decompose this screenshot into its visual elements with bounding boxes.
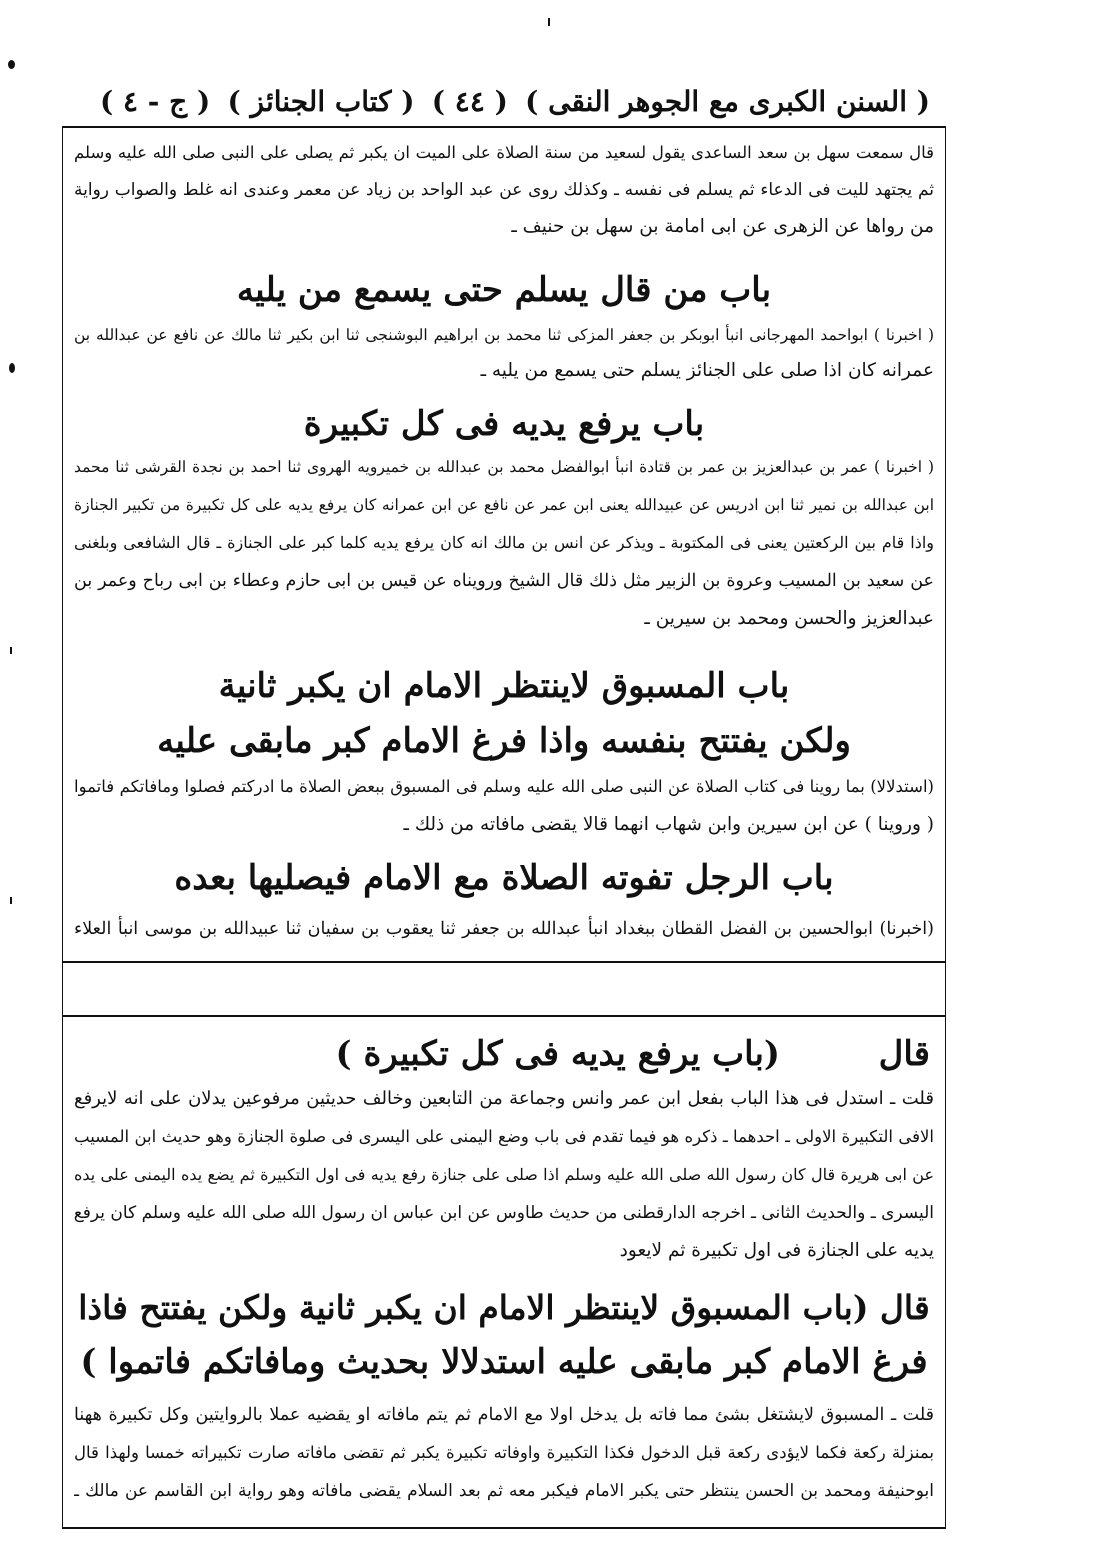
scan-mark xyxy=(9,363,15,373)
commentary-qala: قال xyxy=(878,1034,930,1074)
text-line: ( اخبرنا ) عمر بن عبدالعزيز بن عمر بن قتادة انبأ ابوالفضل محمد بن عبدالله بن خميرويه الهروى ثنا احمد بن نجدة القرشى ثنا محمد xyxy=(74,458,934,476)
bottom-rule xyxy=(62,1527,946,1529)
commentary-heading: (باب يرفع يديه فى كل تكبيرة ) xyxy=(335,1034,780,1074)
running-head xyxy=(100,78,930,124)
chapter-title: ( كتاب الجنائز ) xyxy=(227,84,415,118)
main-paragraph xyxy=(74,138,934,250)
text-line: ابوحنيفة ومحمد بن الحسن ينتظر حتى يكبر الامام فيكبر معه ثم بعد السلام يقضى مافاته وهو رواية ابن القاسم عن مالك ـ xyxy=(74,1481,934,1501)
commentary-paragraph xyxy=(74,1084,934,1284)
text-line: عن ابى هريرة قال كان رسول الله صلى الله عليه وسلم اذا صلى على جنازة رفع يديه فى اول التكبيرة ثم يضع يده اليمنى على يده xyxy=(74,1165,934,1184)
scan-mark xyxy=(10,647,12,654)
section-divider-bottom xyxy=(62,1015,946,1017)
commentary-heading: فرغ الامام كبر مابقى عليه استدلالا بحديث ومافاتكم فاتموا ) xyxy=(80,1342,928,1382)
frame-left-line xyxy=(62,126,63,1529)
section-heading: باب الرجل تفوته الصلاة مع الامام فيصليها بعده xyxy=(174,858,834,898)
text-line: (استدلالا) بما روينا فى كتاب الصلاة عن النبى صلى الله عليه وسلم فى المسبوق ببعض الصلاة ما ادركتم فصلوا ومافاتكم فاتموا xyxy=(74,777,934,796)
text-line: الافى التكبيرة الاولى ـ احدهما ـ ذكره هو فيما تقدم فى باب وضع اليمنى على اليسرى فى صلوة الجنازة وهو حديث ابن المسيب xyxy=(74,1127,934,1146)
text-line: قلت ـ المسبوق لايشتغل بشئ مما فاته بل يدخل اولا مع الامام ثم يتم مافاته او يقضيه عملا بالروايتين وكل تكبيرة ههنا xyxy=(74,1405,934,1425)
main-paragraph xyxy=(74,772,934,842)
text-line: قلت ـ استدل فى هذا الباب بفعل ابن عمر وانس وجماعة من التابعين وخالف حديثين مرفوعين يدلان على انه لايرفع xyxy=(74,1088,934,1109)
text-line: عمرانه كان اذا صلى على الجنائز يسلم حتى يسمع من يليه ـ xyxy=(480,360,934,381)
book-title: ( السنن الكبرى مع الجوهر النقى ) xyxy=(525,84,930,118)
text-line: واذا قام بين الركعتين يعنى فى المكتوبة ـ ويذكر عن انس بن مالك انه كان يرفع يديه كلما كبر على الجنازة ـ قال الشافعى وبلغنى xyxy=(74,533,934,552)
main-paragraph xyxy=(74,320,934,390)
top-rule xyxy=(62,126,946,128)
main-paragraph xyxy=(74,452,934,652)
text-line: ( وروينا ) عن ابن سيرين وابن شهاب انهما قالا يقضى مافاته من ذلك ـ xyxy=(403,814,934,835)
section-heading: باب المسبوق لاينتظر الامام ان يكبر ثانية xyxy=(218,666,790,706)
text-line: قال سمعت سهل بن سعد الساعدى يقول لسعيد من سنة الصلاة على الميت ان يكبر ثم يصلى على النبى صلى الله عليه وسلم xyxy=(74,143,934,162)
text-line: عن سعيد بن المسيب وعروة بن الزبير مثل ذلك قال الشيخ ورويناه عن قيس بن ابى حازم وعطاء بن ابى رباح وعمر بن xyxy=(74,571,934,591)
text-line: يديه على الجنازة فى اول تكبيرة ثم لايعود xyxy=(619,1240,934,1261)
page-number: ( ٤٤ ) xyxy=(431,84,508,118)
frame-right-line xyxy=(945,126,946,1529)
volume-number: ( ج - ٤ ) xyxy=(100,84,211,118)
scan-mark xyxy=(548,18,550,26)
main-paragraph xyxy=(74,914,934,948)
section-heading: ولكن يفتتح بنفسه واذا فرغ الامام كبر مابقى عليه xyxy=(157,721,851,761)
text-line: عبدالعزيز والحسن ومحمد بن سيرين ـ xyxy=(644,608,934,629)
scan-mark xyxy=(8,60,15,69)
commentary-paragraph xyxy=(74,1400,934,1520)
text-line: (اخبرنا) ابوالحسين بن الفضل القطان ببغداد انبأ عبدالله بن جعفر ثنا يعقوب بن سفيان ثنا عبيدالله بن موسى انبأ العلاء xyxy=(74,919,934,939)
text-line: اليسرى ـ والحديث الثانى ـ اخرجه الدارقطنى من حديث طاوس عن ابن عباس ان رسول الله صلى الله عليه وسلم كان يرفع xyxy=(74,1203,934,1223)
text-line: ( اخبرنا ) ابواحمد المهرجانى انبأ ابوبكر بن جعفر المزكى ثنا محمد بن ابراهيم البوشنجى ثنا ابن بكير ثنا مالك عن نافع عن عبدالله بن xyxy=(74,326,934,344)
commentary-heading: قال (باب المسبوق لاينتظر الامام ان يكبر ثانية ولكن يفتتح فاذا xyxy=(78,1288,930,1327)
text-line: من رواها عن الزهرى عن ابى امامة بن سهل بن حنيف ـ xyxy=(511,216,934,237)
section-divider-top xyxy=(62,961,946,963)
section-heading: باب يرفع يديه فى كل تكبيرة xyxy=(303,404,705,444)
text-line: ثم يجتهد لليت فى الدعاء ثم يسلم فى نفسه ـ وكذلك روى عن عبد الواحد بن زياد عن معمر وعندى انه غلط والصواب رواية xyxy=(74,180,934,200)
scan-mark xyxy=(10,897,12,904)
text-line: بمنزلة ركعة فكما لايؤدى ركعة قبل الدخول فكذا التكبيرة واوفاته تكبيرة يكبر ثم تقضى مافاته صارت تكبيراته خمسا ولهذا قال xyxy=(74,1443,934,1462)
section-heading: باب من قال يسلم حتى يسمع من يليه xyxy=(236,270,772,310)
text-line: ابن عبدالله بن نمير ثنا ابن ادريس عن عبيدالله يعنى ابن عمر عن نافع عن ابن عمرانه كان يرفع يديه على كل تكبيرة من تكبير الجنازة xyxy=(74,496,934,514)
